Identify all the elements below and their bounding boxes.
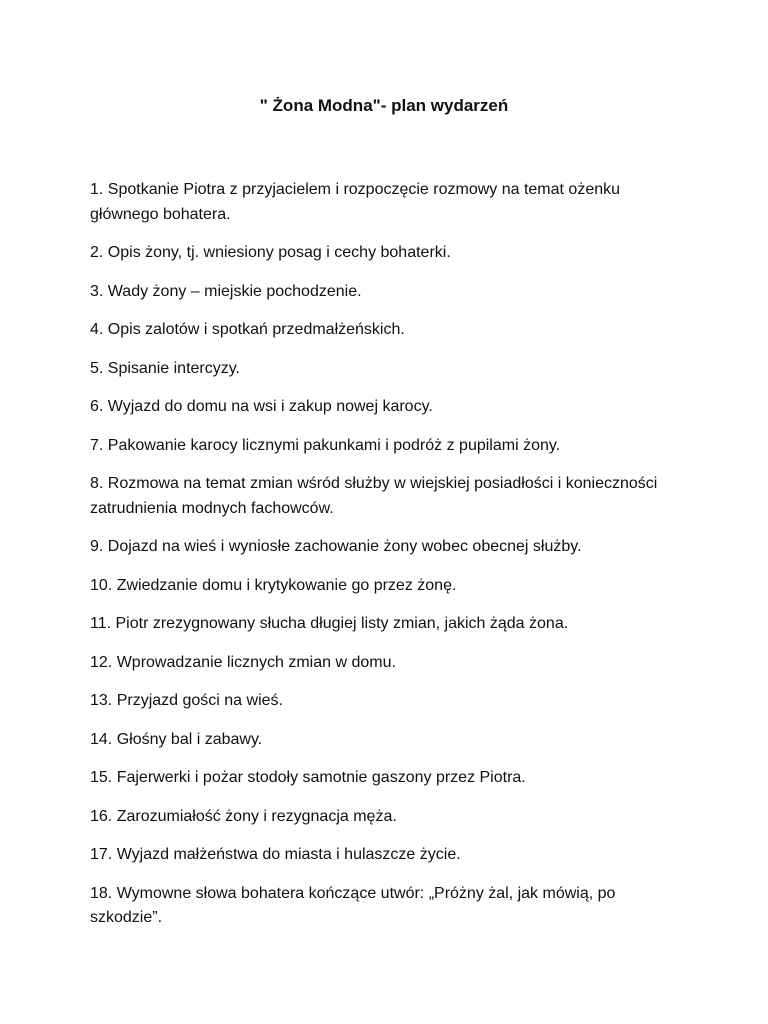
event-item: 11. Piotr zrezygnowany słucha długiej listy zmian, jakich żąda żona. xyxy=(90,615,569,632)
event-item: 1. Spotkanie Piotra z przyjacielem i rozpoczęcie rozmowy na temat ożenku głównego bohatera. xyxy=(90,181,621,223)
event-item: 13. Przyjazd gości na wieś. xyxy=(90,692,283,709)
event-item: 7. Pakowanie karocy licznymi pakunkami i podróż z pupilami żony. xyxy=(90,436,561,454)
event-item: 18. Wymowne słowa bohatera kończące utwór: „Próżny żal, jak mówią, po szkodzie”. xyxy=(90,884,616,926)
event-list xyxy=(90,178,690,945)
event-item: 4. Opis zalotów i spotkań przedmałżeńskich. xyxy=(90,321,405,338)
event-item: 5. Spisanie intercyzy. xyxy=(90,359,240,377)
event-item: 2. Opis żony, tj. wniesiony posag i cechy bohaterki. xyxy=(90,244,451,261)
document-title: " Żona Modna"- plan wydarzeń xyxy=(259,96,509,115)
event-item: 15. Fajerwerki i pożar stodoły samotnie gaszony przez Piotra. xyxy=(90,769,526,786)
event-item: 9. Dojazd na wieś i wyniosłe zachowanie żony wobec obecnej służby. xyxy=(90,538,582,555)
event-item: 16. Zarozumiałość żony i rezygnacja męża. xyxy=(90,807,397,825)
event-item: 6. Wyjazd do domu na wsi i zakup nowej karocy. xyxy=(90,398,433,415)
event-item: 14. Głośny bal i zabawy. xyxy=(90,730,263,748)
event-item: 12. Wprowadzanie licznych zmian w domu. xyxy=(90,653,396,671)
event-item: 3. Wady żony – miejskie pochodzenie. xyxy=(90,282,362,300)
event-item: 10. Zwiedzanie domu i krytykowanie go przez żonę. xyxy=(90,576,457,594)
event-item: 17. Wyjazd małżeństwa do miasta i hulaszcze życie. xyxy=(90,846,461,863)
event-item: 8. Rozmowa na temat zmian wśród służby w wiejskiej posiadłości i konieczności zatrudnienia modnych fachowców. xyxy=(90,475,658,517)
